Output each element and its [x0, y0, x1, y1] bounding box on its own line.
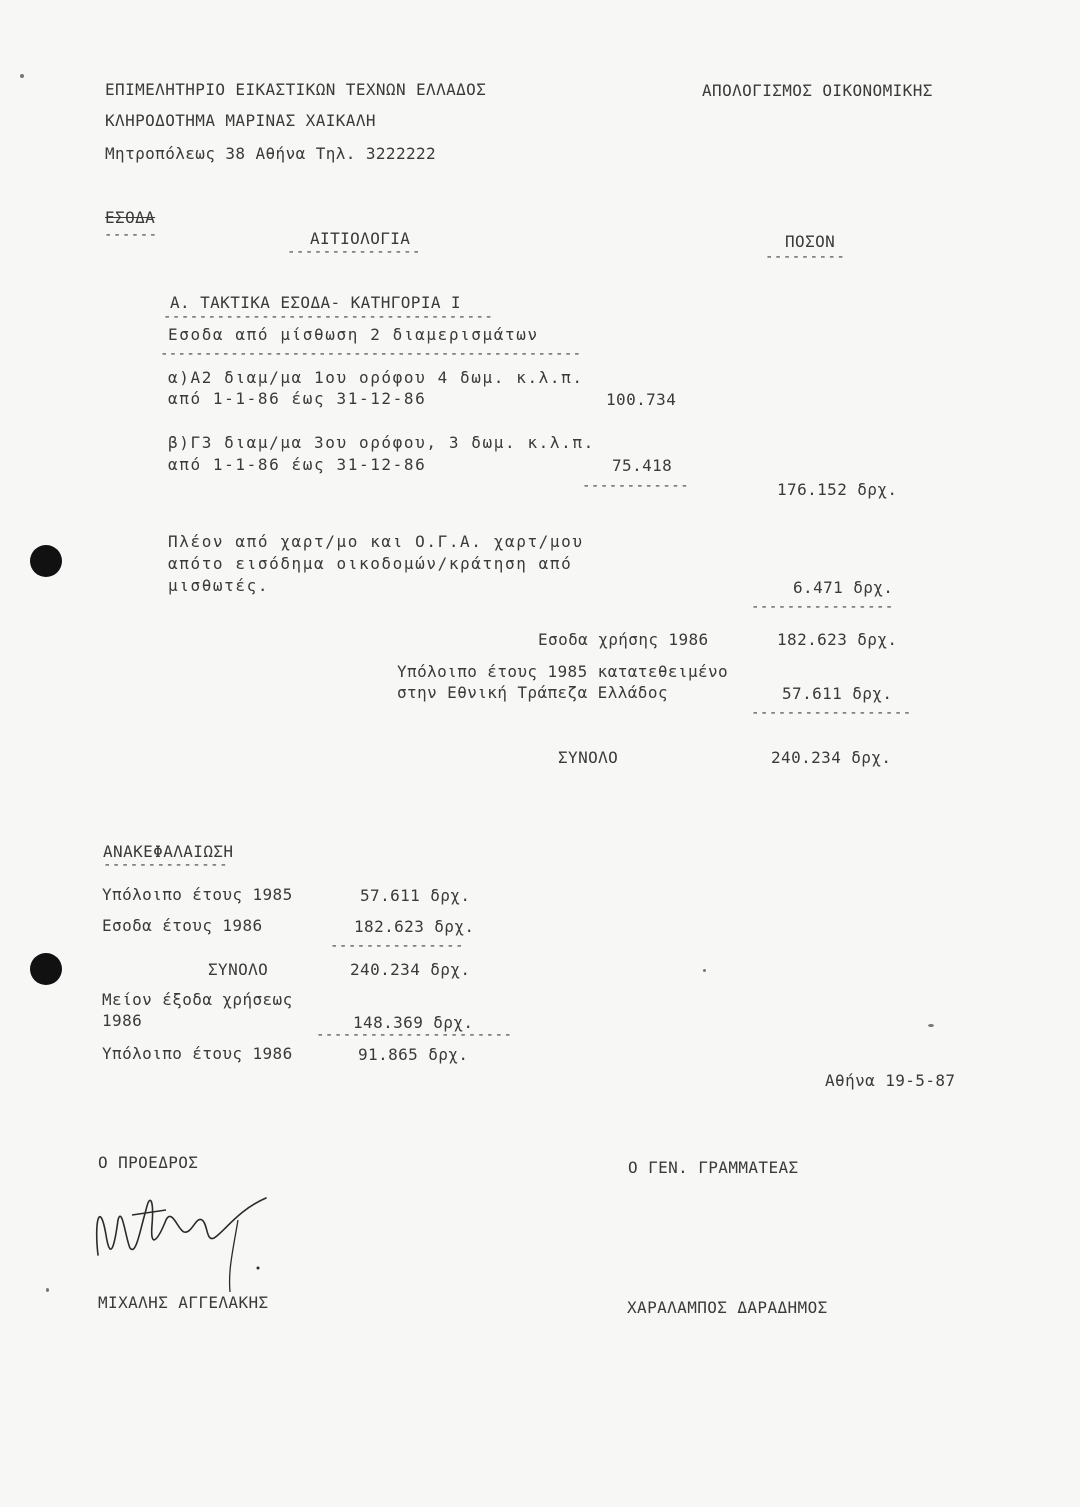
extra-income-line1: Πλέον από χαρτ/μο και Ο.Γ.Α. χαρτ/μου: [168, 532, 584, 551]
item-b-description: β)Γ3 διαμ/μα 3ου ορόφου, 3 δωμ. κ.λ.π.: [168, 433, 595, 452]
recap-expenses-label-line2: 1986: [102, 1011, 143, 1030]
balance-amount: 57.611 δρχ.: [782, 684, 893, 703]
punch-hole-bottom: [30, 953, 62, 985]
total-amount: 240.234 δρχ.: [771, 748, 892, 767]
recap-final-label: Υπόλοιπο έτους 1986: [102, 1044, 293, 1063]
recap-total-label: ΣΥΝΟΛΟ: [208, 960, 269, 979]
recap-row1-amount: 57.611 δρχ.: [360, 886, 471, 905]
reason-header-underline: ---------------: [287, 244, 421, 260]
org-name: ΕΠΙΜΕΛΗΤΗΡΙΟ ΕΙΚΑΣΤΙΚΩΝ ΤΕΧΝΩΝ ΕΛΛΑΔΟΣ: [105, 80, 487, 99]
recap-expenses-label-line1: Μείον έξοδα χρήσεως: [102, 990, 293, 1009]
reason-column-header: ΑΙΤΙΟΛΟΓΙΑ: [310, 229, 411, 248]
balance-rule: ------------------: [751, 705, 912, 721]
president-signature: [88, 1180, 288, 1300]
president-name: ΜΙΧΑΛΗΣ ΑΓΓΕΛΑΚΗΣ: [98, 1293, 269, 1312]
scan-speck: [46, 1288, 49, 1292]
recap-expenses-amount: 148.369 δρχ.: [353, 1013, 474, 1032]
secretary-name: ΧΑΡΑΛΑΜΠΟΣ ΔΑΡΑΔΗΜΟΣ: [627, 1298, 828, 1317]
balance-description-line1: Υπόλοιπο έτους 1985 κατατεθειμένο: [397, 662, 729, 681]
recap-total-amount: 240.234 δρχ.: [350, 960, 471, 979]
recap-row2-amount: 182.623 δρχ.: [354, 917, 475, 936]
item-a-period: από 1-1-86 έως 31-12-86: [168, 389, 427, 408]
president-title: Ο ΠΡΟΕΔΡΟΣ: [98, 1153, 199, 1172]
section-title: Α. ΤΑΚΤΙΚΑ ΕΣΟΔΑ- ΚΑΤΗΓΟΡΙΑ Ι: [170, 293, 461, 312]
section-title-underline: -------------------------------------: [163, 309, 494, 325]
item-b-period: από 1-1-86 έως 31-12-86: [168, 455, 427, 474]
scan-speck: [928, 1024, 934, 1027]
document-title: ΑΠΟΛΟΓΙΣΜΟΣ ΟΙΚΟΝΟΜΙΚΗΣ: [702, 81, 933, 100]
amount-column-header: ΠΟΣΟΝ: [785, 232, 836, 251]
extra-income-line2: απότο εισόδημα οικοδομών/κράτηση από: [168, 554, 573, 573]
balance-description-line2: στην Εθνική Τράπεζα Ελλάδος: [397, 683, 668, 702]
recap-expenses-rule: ----------------------: [316, 1027, 513, 1043]
income-header-underline: ------: [104, 227, 158, 243]
income-year-label: Εσοδα χρήσης 1986: [538, 630, 709, 649]
total-label: ΣΥΝΟΛΟ: [558, 748, 619, 767]
bequest-name: ΚΛΗΡΟΔΟΤΗΜΑ ΜΑΡΙΝΑΣ ΧΑΙΚΑΛΗ: [105, 111, 376, 130]
recap-sum-rule: ---------------: [330, 938, 464, 954]
income-column-header: ΕΣΟΔΑ: [105, 208, 156, 227]
recap-row2-label: Εσοδα έτους 1986: [102, 916, 263, 935]
income-year-amount: 182.623 δρχ.: [777, 630, 898, 649]
subtotal-amount: 176.152 δρχ.: [777, 480, 898, 499]
item-a-amount: 100.734: [606, 390, 677, 409]
place-date: Αθήνα 19-5-87: [825, 1071, 956, 1090]
item-a-description: α)Α2 διαμ/μα 1ου ορόφου 4 δωμ. κ.λ.π.: [168, 368, 584, 387]
address-line: Μητροπόλεως 38 Αθήνα Τηλ. 3222222: [105, 144, 437, 163]
subtotal-rule: ------------: [582, 478, 690, 494]
item-b-amount: 75.418: [612, 456, 673, 475]
scan-speck: [20, 74, 24, 78]
section-subtitle-underline: ------------------------------------------------: [160, 346, 582, 362]
extra-income-line3: μισθωτές.: [168, 576, 270, 595]
section-subtitle: Εσοδα από μίσθωση 2 διαμερισμάτων: [168, 325, 539, 344]
secretary-title: Ο ΓΕΝ. ΓΡΑΜΜΑΤΕΑΣ: [628, 1158, 799, 1177]
recap-row1-label: Υπόλοιπο έτους 1985: [102, 885, 293, 904]
amount-header-underline: ---------: [765, 249, 846, 265]
recap-title-underline: --------------: [103, 857, 229, 873]
extra-income-amount: 6.471 δρχ.: [793, 578, 894, 597]
punch-hole-top: [30, 545, 62, 577]
recap-final-amount: 91.865 δρχ.: [358, 1045, 469, 1064]
recap-title: ΑΝΑΚΕΦΑΛΑΙΩΣΗ: [103, 842, 234, 861]
extra-income-rule: ----------------: [751, 599, 894, 615]
scan-speck: [703, 969, 706, 972]
